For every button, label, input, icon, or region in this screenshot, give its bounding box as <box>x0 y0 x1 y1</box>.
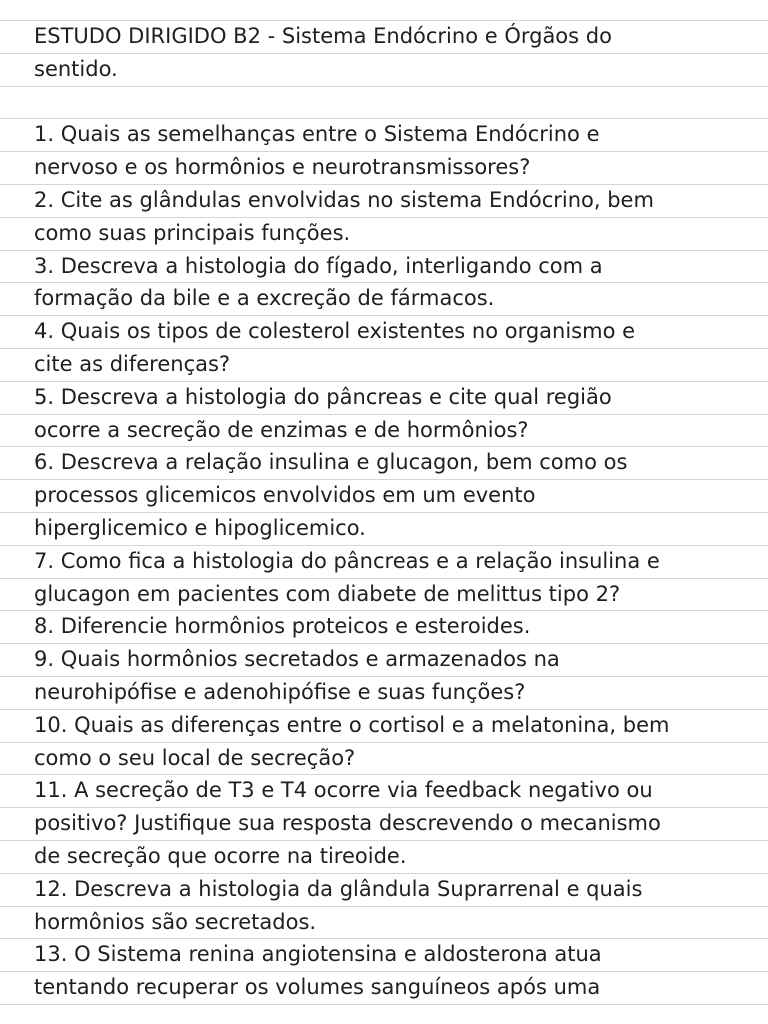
question-line-14: 7. Como fica a histologia do pâncreas e a relação insulina e <box>34 549 660 573</box>
rule-line <box>0 1004 768 1005</box>
question-line-1: 1. Quais as semelhanças entre o Sistema Endócrino e <box>34 122 600 146</box>
question-line-16: 8. Diferencie hormônios proteicos e esteroides. <box>34 614 531 638</box>
question-line-4: como suas principais funções. <box>34 221 351 245</box>
question-line-9: 5. Descreva a histologia do pâncreas e cite qual região <box>34 385 612 409</box>
title-line-2: sentido. <box>34 57 118 81</box>
question-line-15: glucagon em pacientes com diabete de melittus tipo 2? <box>34 582 621 606</box>
rule-line <box>0 86 768 87</box>
question-line-25: hormônios são secretados. <box>34 910 317 934</box>
question-line-7: 4. Quais os tipos de colesterol existentes no organismo e <box>34 319 636 343</box>
title-line-1: ESTUDO DIRIGIDO B2 - Sistema Endócrino e Órgãos do <box>34 24 612 48</box>
question-line-23: de secreção que ocorre na tireoide. <box>34 844 407 868</box>
question-line-24: 12. Descreva a histologia da glândula Suprarrenal e quais <box>34 877 643 901</box>
question-line-22: positivo? Justifique sua resposta descrevendo o mecanismo <box>34 811 661 835</box>
question-line-26: 13. O Sistema renina angiotensina e aldosterona atua <box>34 942 602 966</box>
question-line-20: como o seu local de secreção? <box>34 746 356 770</box>
question-line-12: processos glicemicos envolvidos em um evento <box>34 483 536 507</box>
question-line-6: formação da bile e a excreção de fármacos. <box>34 286 495 310</box>
question-line-21: 11. A secreção de T3 e T4 ocorre via feedback negativo ou <box>34 778 653 802</box>
question-line-3: 2. Cite as glândulas envolvidas no sistema Endócrino, bem <box>34 188 654 212</box>
question-line-19: 10. Quais as diferenças entre o cortisol e a melatonina, bem <box>34 713 670 737</box>
question-line-5: 3. Descreva a histologia do fígado, interligando com a <box>34 254 603 278</box>
question-line-11: 6. Descreva a relação insulina e glucagon, bem como os <box>34 450 628 474</box>
question-line-27: tentando recuperar os volumes sanguíneos após uma <box>34 975 601 999</box>
question-line-2: nervoso e os hormônios e neurotransmissores? <box>34 155 531 179</box>
question-line-17: 9. Quais hormônios secretados e armazenados na <box>34 647 560 671</box>
question-line-13: hiperglicemico e hipoglicemico. <box>34 516 366 540</box>
question-line-8: cite as diferenças? <box>34 352 231 376</box>
question-line-18: neurohipófise e adenohipófise e suas funções? <box>34 680 526 704</box>
question-line-10: ocorre a secreção de enzimas e de hormônios? <box>34 418 529 442</box>
